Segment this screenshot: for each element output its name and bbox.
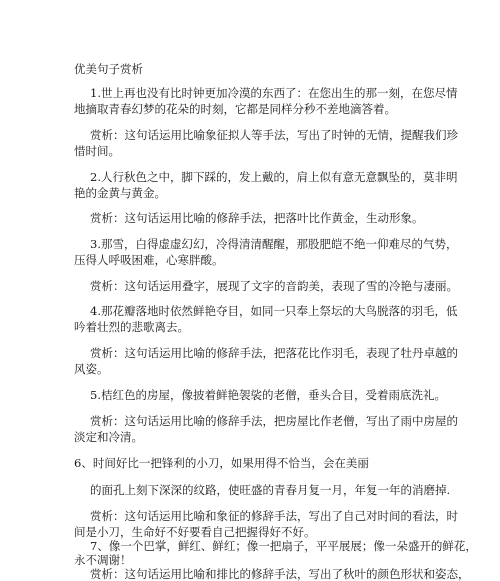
document-page: 优美句子赏析 1.世上再也没有比时钟更加冷漠的东西了：在您出生的那一刻，在您尽情 地摘取青春幻梦的花朵的时刻，它都是同样分秒不差地滴答着。 赏析：这句话运用比喻象征拟人等手法，写出了时钟的无情，提醒我们珍 惜时间。 2.人行秋色之中，脚下踩的，发上戴的，肩上似有意无意飘坠的，莫非明 艳的金黄与黄金。 赏析：这句话运用比喻的修辞手法，把落叶比作黄金，生动形象。 3.那雪，白得虚虚幻幻，冷得清清醒醒，那股肥皑不绝一仰难尽的气势， 压得人呼吸困难，心寒胖酸。 赏析：这句话运用叠字，展现了文字的音韵美，表现了雪的冷艳与凄丽。 4.那花瓣落地时依然鲜艳夺目，如同一只奉上祭坛的大鸟脱落的羽毛，低 吟着壮烈的悲歌离去。 赏析：这句话运用比喻的修辞手法，把落花比作羽毛，表现了牡丹卓越的 风姿。 5.桔红色的房屋，像披着鲜艳袈裟的老僧，垂头合目，受着雨底洗礼。 赏析：这句话运用比喻的修辞手法，把房屋比作老僧，写出了雨中房屋的 淡定和冷清。 6、时间好比一把锋利的小刀，如果用得不恰当，会在美丽 的面孔上刻下深深的纹路，使旺盛的青春月复一月，年复一年的消磨掉. 赏析：这句话运用比喻和象征的修辞手法，写出了自己对时间的看法，时 间是小刀，生命好不好要看自己把握得好不好。 7、像一个巴掌，鲜红、鲜红；像一把扇子，平平展展；像一朵盛开的鲜花， 永不凋谢！ 赏析：这句话运用比喻和排比的修辞手法，写出了秋叶的颜色形状和姿态， bbox=[74, 62, 477, 581]
